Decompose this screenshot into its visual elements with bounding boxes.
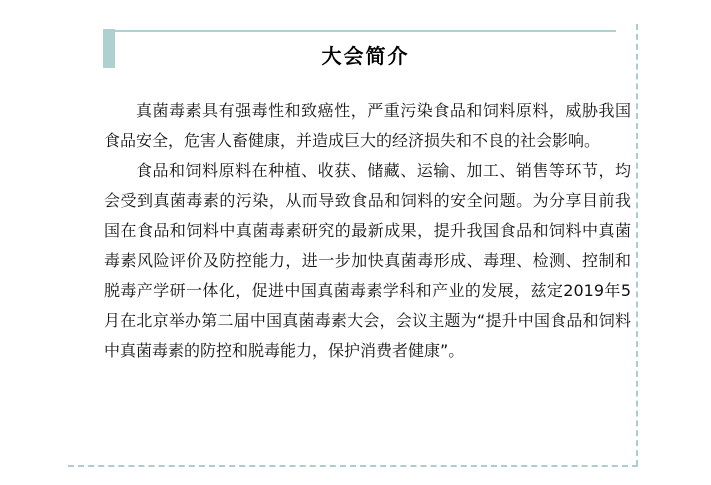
intro-text-block (104, 96, 631, 366)
intro-paragraph-1: 真菌毒素具有强毒性和致癌性，严重污染食品和饲料原料，威胁我国食品安全，危害人畜健康，并造成巨大的经济损失和不良的社会影响。 (104, 101, 631, 150)
teal-accent-bar (103, 29, 115, 68)
intro-paragraph-2: 食品和饲料原料在种植、收获、储藏、运输、加工、销售等环节，均会受到真菌毒素的污染，从而导致食品和饲料的安全问题。为分享目前我国在食品和饲料中真菌毒素研究的最新成果，提升我国食品和饲料中真菌毒素风险评价及防控能力，进一步加快真菌毒形成、毒理、检测、控制和脱毒产学研一体化，促进中国真菌毒素学科和产业的发展，兹定2019年5月在北京举办第二届中国真菌毒素大会，会议主题为“提升中国食品和饲料中真菌毒素的防控和脱毒能力，保护消费者健康”。 (104, 161, 631, 360)
dashed-border-right (636, 24, 638, 466)
page-title: 大会简介 (321, 44, 410, 68)
dashed-border-bottom (68, 465, 638, 467)
top-solid-rule (114, 30, 616, 32)
